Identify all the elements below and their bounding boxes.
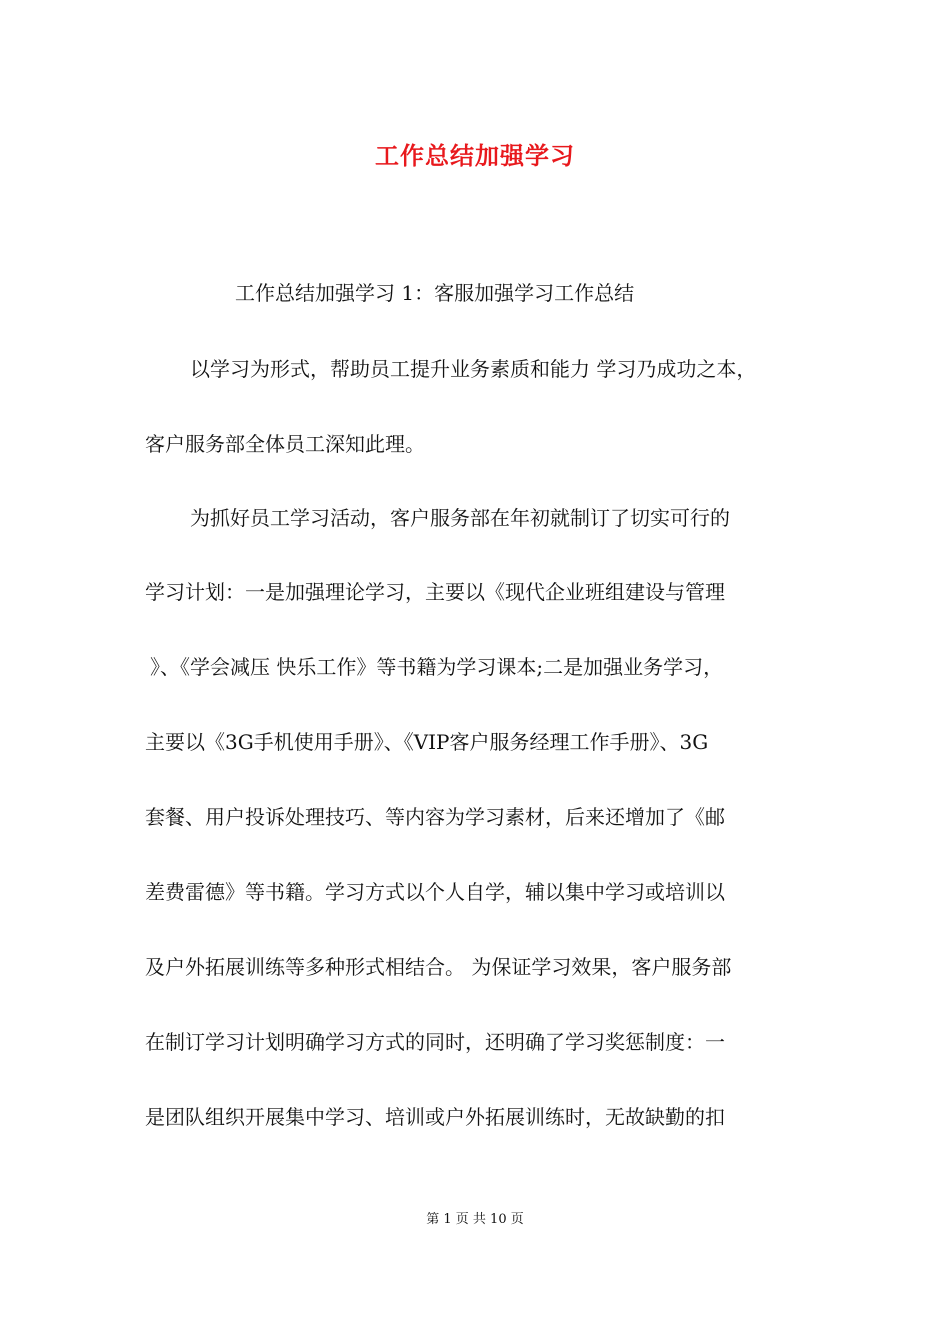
paragraph-line: 》、《学会减压 快乐工作》等书籍为学习课本;二是加强业务学习，	[150, 655, 724, 679]
paragraph-line: 主要以《3G手机使用手册》、《VIP客户服务经理工作手册》、3G	[145, 730, 709, 754]
paragraph-line: 在制订学习计划明确学习方式的同时，还明确了学习奖惩制度：一	[145, 1030, 725, 1054]
paragraph-line: 是团队组织开展集中学习、培训或户外拓展训练时，无故缺勤的扣	[145, 1105, 725, 1129]
paragraph-line: 及户外拓展训练等多种形式相结合。 为保证学习效果，客户服务部	[145, 955, 732, 979]
paragraph-line: 客户服务部全体员工深知此理。	[145, 432, 425, 456]
page-number-footer: 第 1 页 共 10 页	[426, 1212, 524, 1227]
paragraph-line: 为抓好员工学习活动，客户服务部在年初就制订了切实可行的	[190, 506, 730, 530]
paragraph-line: 以学习为形式，帮助员工提升业务素质和能力 学习乃成功之本，	[190, 357, 757, 381]
document-title: 工作总结加强学习	[375, 142, 575, 170]
paragraph-line: 套餐、用户投诉处理技巧、等内容为学习素材，后来还增加了《邮	[145, 805, 725, 829]
paragraph-line: 学习计划：一是加强理论学习，主要以《现代企业班组建设与管理	[145, 580, 725, 604]
paragraph-line: 差费雷德》等书籍。学习方式以个人自学，辅以集中学习或培训以	[145, 880, 725, 904]
subtitle-line: 工作总结加强学习 1：客服加强学习工作总结	[235, 281, 635, 305]
